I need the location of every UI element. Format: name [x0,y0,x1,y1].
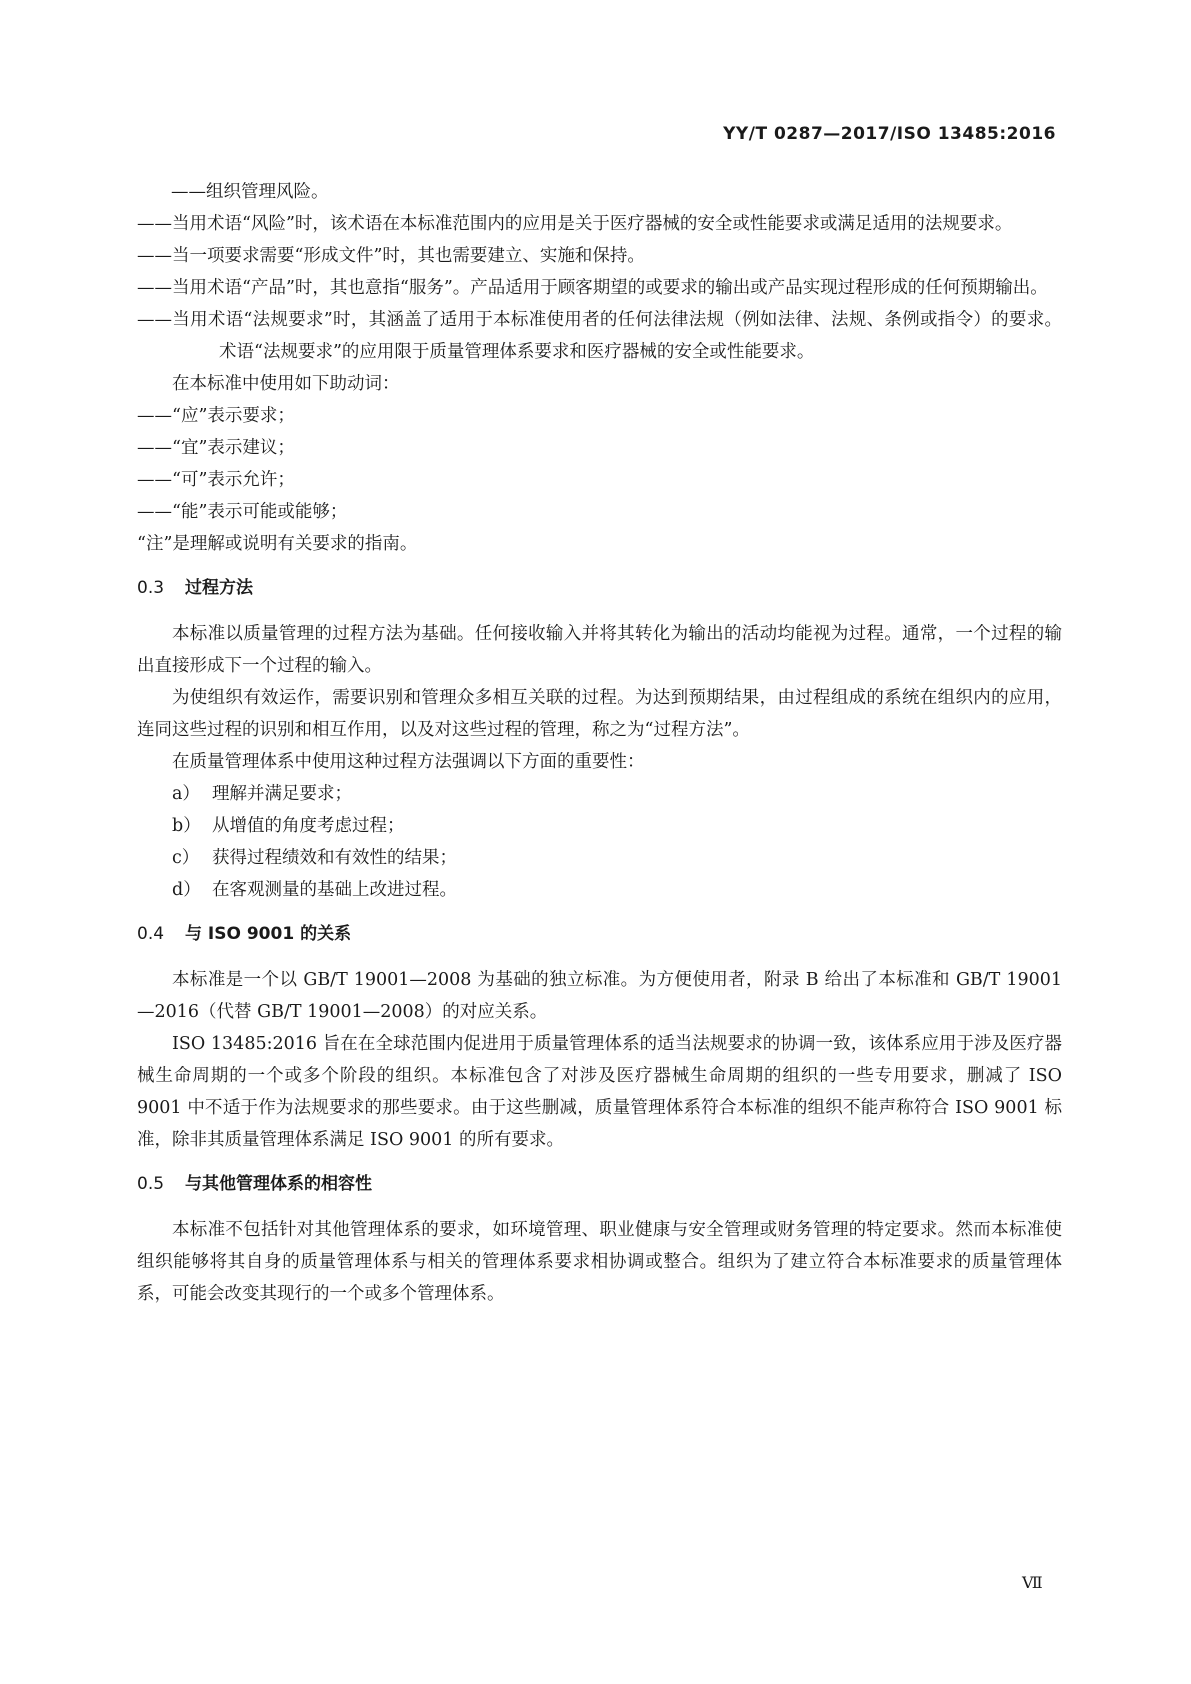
page-content [137,176,1062,1310]
list-label: b） [172,816,201,836]
list-label: d） [172,880,201,900]
verb-item-should: ——“宜”表示建议； [137,438,295,458]
intro-item-product: ——当用术语“产品”时，其也意指“服务”。产品适用于顾客期望的或要求的输出或产品实现过程形成的任何预期输出。 [137,278,1048,298]
list-item [137,810,1062,842]
intro-item-risk: ——当用术语“风险”时，该术语在本标准范围内的应用是关于医疗器械的安全或性能要求或满足适用的法规要求。 [137,214,1013,234]
paragraph: ISO 13485:2016 旨在在全球范围内促进用于质量管理体系的适当法规要求的协调一致，该体系应用于涉及医疗器械生命周期的一个或多个阶段的组织。本标准包含了对涉及医疗器械生命周期的组织的一些专用要求，删减了 ISO 9001 中不适于作为法规要求的那些要求。由于这些删减，质量管理体系符合本标准的组织不能声称符合 ISO 9001 标准，除非其质量管理体系满足 ISO 9001 的所有要求。 [137,1034,1062,1150]
list-text: 在客观测量的基础上改进过程。 [212,880,457,900]
verbs-intro: 在本标准中使用如下助动词： [172,374,400,394]
intro-item-documented: ——当一项要求需要“形成文件”时，其也需要建立、实施和保持。 [137,246,645,266]
section-number: 0.4 [137,924,165,944]
note-explanation: “注”是理解或说明有关要求的指南。 [137,534,418,554]
list-item [137,778,1062,810]
intro-sub-item: ——组织管理风险。 [171,182,329,202]
section-title: 过程方法 [185,578,253,598]
verb-item-shall: ——“应”表示要求； [137,406,295,426]
page-number: Ⅶ [1022,1573,1043,1592]
section-heading-0-5 [137,1168,1062,1200]
section-title: 与 ISO 9001 的关系 [185,924,352,944]
section-number: 0.3 [137,578,165,598]
verb-item-may: ——“可”表示允许； [137,470,295,490]
section-title: 与其他管理体系的相容性 [185,1174,372,1194]
list-item [137,842,1062,874]
paragraph: 为使组织有效运作，需要识别和管理众多相互关联的过程。为达到预期结果，由过程组成的系统在组织内的应用，连同这些过程的识别和相互作用，以及对这些过程的管理，称之为“过程方法”。 [137,688,1062,740]
intro-item-regulatory: ——当用术语“法规要求”时，其涵盖了适用于本标准使用者的任何法律法规（例如法律、法规、条例或指令）的要求。术语“法规要求”的应用限于质量管理体系要求和医疗器械的安全或性能要求。 [137,310,1062,362]
paragraph: 本标准不包括针对其他管理体系的要求，如环境管理、职业健康与安全管理或财务管理的特定要求。然而本标准使组织能够将其自身的质量管理体系与相关的管理体系要求相协调或整合。组织为了建立符合本标准要求的质量管理体系，可能会改变其现行的一个或多个管理体系。 [137,1220,1062,1304]
list-text: 从增值的角度考虑过程； [212,816,405,836]
document-id-header: YY/T 0287—2017/ISO 13485:2016 [723,124,1056,144]
list-label: c） [172,848,200,868]
list-text: 获得过程绩效和有效性的结果； [212,848,457,868]
list-label: a） [172,784,200,804]
list-text: 理解并满足要求； [212,784,352,804]
list-item [137,874,1062,906]
paragraph: 本标准是一个以 GB/T 19001—2008 为基础的独立标准。为方便使用者，附录 B 给出了本标准和 GB/T 19001—2016（代替 GB/T 19001—2008）的对应关系。 [137,970,1062,1022]
verb-item-can: ——“能”表示可能或能够； [137,502,348,522]
paragraph: 在质量管理体系中使用这种过程方法强调以下方面的重要性： [172,752,645,772]
paragraph: 本标准以质量管理的过程方法为基础。任何接收输入并将其转化为输出的活动均能视为过程。通常，一个过程的输出直接形成下一个过程的输入。 [137,624,1062,676]
section-heading-0-3 [137,572,1062,604]
section-number: 0.5 [137,1174,165,1194]
section-heading-0-4 [137,918,1062,950]
